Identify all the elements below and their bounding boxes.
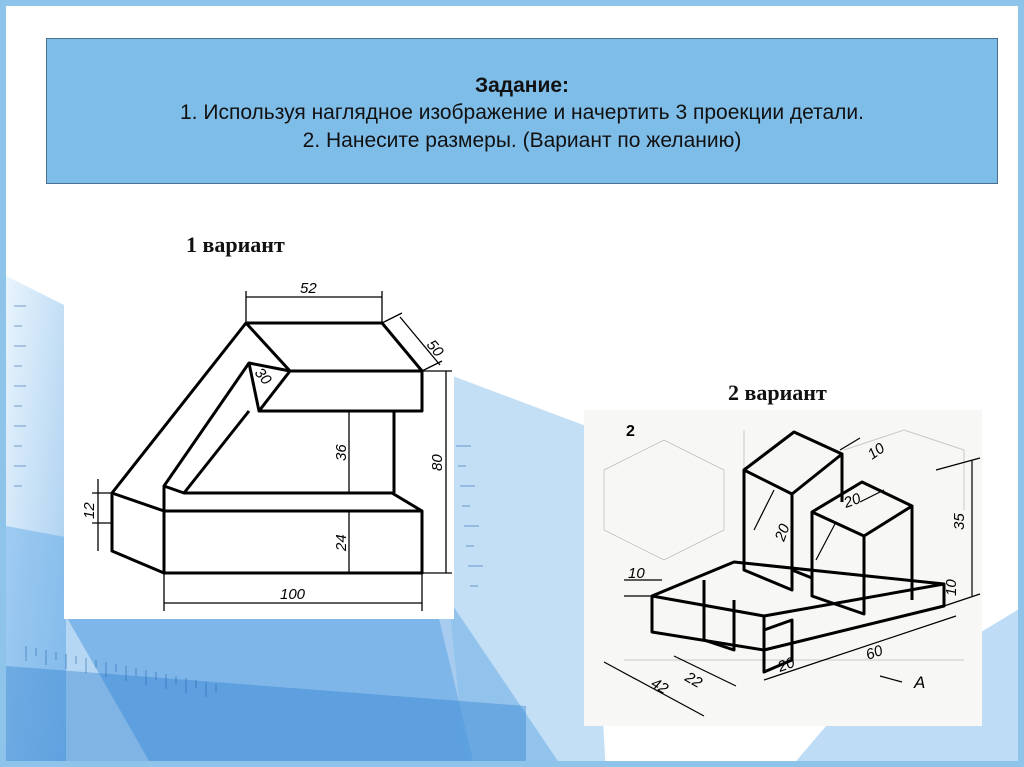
v1-dim-30: 30 <box>250 364 275 389</box>
v2-dim-10-right: 10 <box>943 579 960 596</box>
v1-base-top-edge <box>164 486 422 511</box>
variant-2-label: 2 вариант <box>728 380 827 405</box>
v1-dim-24: 24 <box>333 534 350 551</box>
variant-2-isometric-drawing <box>584 410 982 726</box>
variant-2-drawing-panel <box>584 410 982 726</box>
v1-base-left-face <box>112 493 164 573</box>
task-box <box>46 38 998 184</box>
v2-dim-22: 22 <box>682 668 705 692</box>
v1-dim-80: 80 <box>429 454 446 471</box>
variant-1-drawing-panel <box>64 261 454 619</box>
task-line-2: 2. Нанесите размеры. (Вариант по желанию) <box>302 129 742 152</box>
variant-1-isometric-drawing <box>64 261 454 619</box>
v2-dim-20-front: 20 <box>775 654 798 676</box>
v1-dim-12: 12 <box>81 502 98 519</box>
task-line-1: 1. Используя наглядное изображение и начертить 3 проекции детали. <box>180 101 864 124</box>
v2-dim-60: 60 <box>863 642 886 664</box>
v2-dim-35: 35 <box>951 513 968 530</box>
v1-dim-50: 50 <box>422 336 447 361</box>
v1-dim-52: 52 <box>300 280 317 297</box>
v2-base-plate <box>652 562 944 650</box>
v1-dim-36: 36 <box>333 444 350 461</box>
v2-left-upright-top <box>744 432 842 494</box>
v1-inner-slope-edge <box>184 411 249 493</box>
v2-dim-20-right-top: 20 <box>841 490 864 512</box>
v2-right-upright-top <box>812 482 912 536</box>
v2-figure-number: 2 <box>626 423 635 440</box>
v2-dim-10-left: 10 <box>628 565 645 582</box>
v2-dim-42: 42 <box>648 674 671 698</box>
v1-dim-100: 100 <box>280 586 306 603</box>
v2-view-arrow-label: A <box>914 673 926 692</box>
v2-dim-20-slot: 20 <box>771 521 794 544</box>
v1-top-block-front <box>259 371 422 411</box>
v1-inner-slope <box>164 363 290 486</box>
v1-base-front-face <box>164 511 422 573</box>
v1-arm-outline <box>112 323 422 493</box>
v2-dim-10-top: 10 <box>864 439 888 464</box>
task-title: Задание: <box>474 74 570 97</box>
variant-1-label: 1 вариант <box>186 232 285 257</box>
